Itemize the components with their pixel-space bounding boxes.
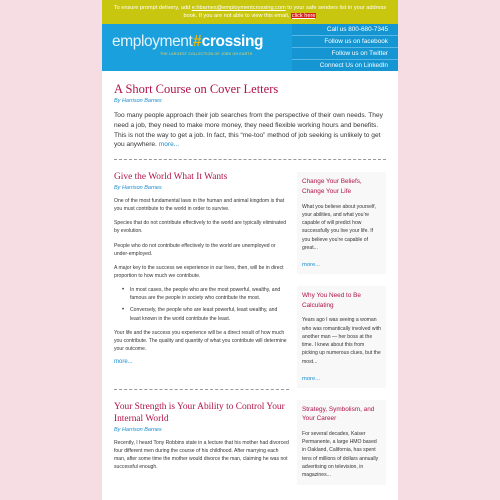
article-paragraph: People who do not contribute effectively to the world are unemployed or under-employed. bbox=[114, 242, 276, 257]
featured-body: Too many people approach their job searches from the perspective of their own needs. They need a job, they need to make more money, they need flexible working hours and benefits. This is not the way to get a job. In fact, this “me-too” method of job seeking is unlikely to get you anywhere. bbox=[114, 111, 383, 149]
article-byline: By Harrison Barnes bbox=[114, 426, 162, 433]
bullet-item bbox=[122, 286, 289, 302]
featured-title[interactable]: A Short Course on Cover Letters bbox=[114, 82, 279, 96]
logo-wordmark bbox=[112, 33, 292, 51]
article-paragraph: Recently, I heard Tony Robbins state in a lecture that his mother had divorced four different men during the course of his childhood. After marrying each man, after some time the mother would divorce the man, claiming he was not successful enough. bbox=[114, 439, 289, 471]
bullet-text: Conversely, the people who are least powerful, least wealthy, and least known in the world contribute the least. bbox=[130, 307, 278, 322]
sidebar-title[interactable]: Change Your Beliefs, Change Your Life bbox=[302, 178, 362, 195]
article-paragraph: One of the most fundamental laws in the human and animal kingdom is that you must contribute to the world in order to survive. bbox=[114, 198, 285, 213]
featured-article bbox=[114, 71, 386, 150]
safe-sender-notice bbox=[102, 0, 398, 24]
article-paragraph: Species that do not contribute effectively to the world are typically eliminated by evolution. bbox=[114, 220, 287, 235]
article-divider bbox=[114, 389, 289, 390]
notice-text-b: to your safe senders list in your address book. If you are not able to view this email, bbox=[183, 5, 387, 20]
click-here-link[interactable]: click here bbox=[291, 13, 316, 20]
sidebar-column bbox=[297, 172, 386, 485]
sidebar-body: Years ago I was seeing a woman who was romantically involved with another man — her boss at the time. I knew about this from picking up numerous clues, but the most... bbox=[302, 317, 381, 365]
section-divider bbox=[114, 159, 386, 160]
twitter-link[interactable]: Follow us on Twitter bbox=[292, 48, 398, 60]
header-links bbox=[292, 24, 398, 71]
brand-logo[interactable] bbox=[102, 24, 292, 71]
logo-hash: # bbox=[192, 33, 202, 50]
sidebar-box-calculating bbox=[297, 286, 386, 388]
article-byline: By Harrison Barnes bbox=[114, 185, 162, 192]
featured-byline: By Harrison Barnes bbox=[114, 97, 162, 104]
featured-summary bbox=[114, 111, 386, 151]
logo-part-employment: employment bbox=[112, 33, 193, 50]
two-column-layout bbox=[114, 172, 386, 485]
newsletter-container bbox=[102, 0, 398, 500]
bullet-text: In most cases, the people who are the most powerful, wealthy, and famous are the people in society who contribute the most. bbox=[130, 287, 281, 302]
sidebar-box-beliefs bbox=[297, 172, 386, 274]
sidebar-more-link[interactable]: more... bbox=[302, 262, 321, 269]
article-title[interactable]: Give the World What It Wants bbox=[114, 172, 228, 183]
logo-part-crossing: crossing bbox=[201, 33, 264, 50]
article-give-the-world bbox=[114, 172, 289, 365]
article-paragraph: Your life and the success you experience will be a direct result of how much you contribute. The quality and quantity of what you contribute will determine your outcome. bbox=[114, 329, 287, 353]
sidebar-body: What you believe about yourself, your abilities, and what you’re capable of will predict how successfully you live your life. If you believe you’re capable of great... bbox=[302, 203, 376, 251]
notice-text-a: To ensure prompt delivery, add bbox=[113, 5, 192, 11]
bullet-dot-icon: • bbox=[122, 287, 125, 294]
article-more-link[interactable]: more... bbox=[114, 359, 133, 366]
content-area bbox=[102, 71, 398, 485]
linkedin-link[interactable]: Connect Us on LinkedIn bbox=[292, 60, 398, 71]
article-paragraph: A major key to the success we experience in our lives, then, will be in direct proportion to how much we contribute. bbox=[114, 264, 284, 280]
sidebar-title[interactable]: Strategy, Symbolism, and Your Career bbox=[302, 405, 375, 423]
bullet-dot-icon: • bbox=[122, 307, 125, 314]
bullet-item bbox=[122, 306, 289, 322]
article-your-strength bbox=[114, 402, 289, 471]
sidebar-title[interactable]: Why You Need to Be Calculating bbox=[302, 292, 361, 309]
header-banner bbox=[102, 24, 398, 71]
featured-more-link[interactable]: more... bbox=[158, 141, 180, 149]
sidebar-body: For several decades, Kaiser Permanente, a large HMO based in Oakland, California, has spent tens of millions of dollars annually advertising on television, in magazines... bbox=[302, 430, 379, 479]
facebook-link[interactable]: Follow us on facebook bbox=[292, 36, 398, 48]
logo-tagline: THE LARGEST COLLECTION OF JOBS ON EARTH bbox=[160, 52, 253, 56]
call-us-link[interactable]: Call us 800-680-7345 bbox=[292, 24, 398, 36]
article-bullet-list bbox=[114, 286, 289, 323]
sender-email-link[interactable]: e.hbarnes@employmentcrossing.com bbox=[191, 5, 286, 11]
sidebar-box-strategy bbox=[297, 400, 386, 486]
main-column bbox=[114, 172, 289, 485]
sidebar-more-link[interactable]: more... bbox=[302, 375, 321, 382]
article-title[interactable]: Your Strength is Your Ability to Control Your Internal World bbox=[114, 402, 285, 424]
